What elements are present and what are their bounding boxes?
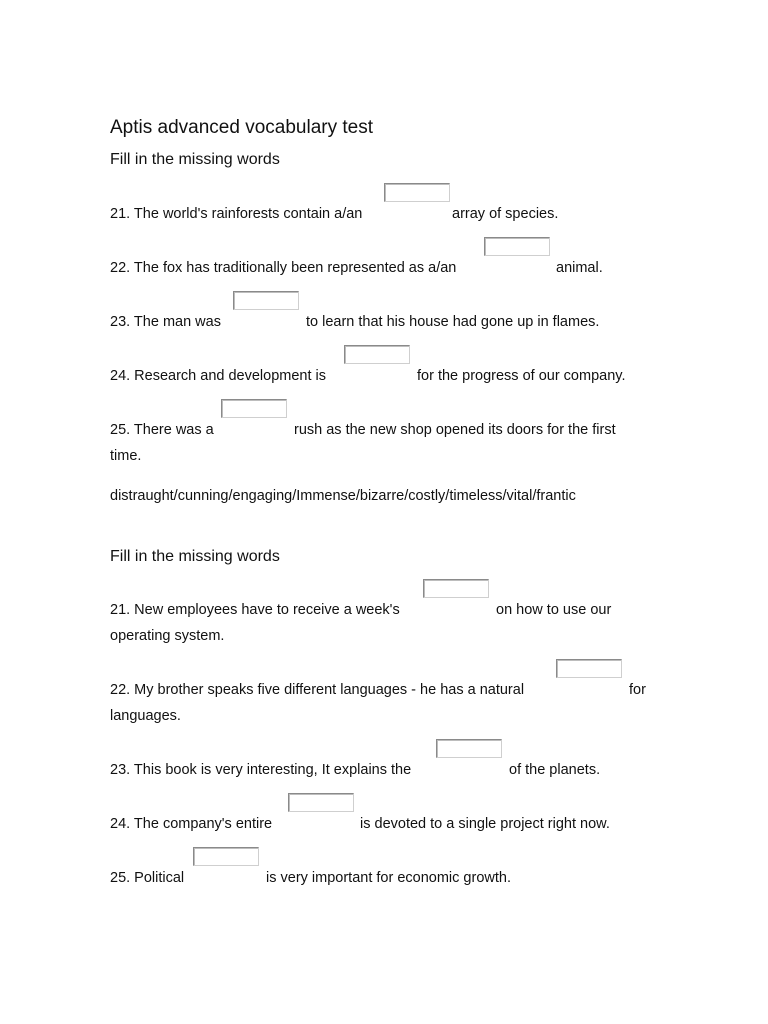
question-text-before: 24. Research and development is (110, 368, 327, 384)
answer-blank[interactable] (436, 739, 502, 758)
question-text-after: of the planets. (509, 762, 601, 778)
question-text-before: 21. The world's rainforests contain a/an (110, 206, 363, 222)
question-text-after: for (629, 682, 646, 698)
question-text-after: animal. (556, 260, 603, 276)
answer-blank[interactable] (556, 659, 622, 678)
question-text-after: to learn that his house had gone up in flames. (306, 314, 600, 330)
answer-blank[interactable] (344, 345, 410, 364)
answer-blank[interactable] (423, 579, 489, 598)
section-1-heading: Fill in the missing words (110, 151, 280, 168)
answer-blank[interactable] (384, 183, 450, 202)
question-text-after: is very important for economic growth. (266, 870, 511, 886)
question-text-after: on how to use our (496, 602, 612, 618)
question-text-before: 22. The fox has traditionally been represented as a/an (110, 260, 457, 276)
question-text-before: 24. The company's entire (110, 816, 273, 832)
answer-blank[interactable] (221, 399, 287, 418)
question-text-continued: operating system. (110, 628, 225, 644)
question-text-after: for the progress of our company. (417, 368, 626, 384)
document-title: Aptis advanced vocabulary test (110, 117, 373, 138)
answer-blank[interactable] (193, 847, 259, 866)
question-text-before: 25. Political (110, 870, 185, 886)
word-bank: distraught/cunning/engaging/Immense/bizarre/costly/timeless/vital/frantic (110, 488, 576, 504)
answer-blank[interactable] (484, 237, 550, 256)
question-text-before: 25. There was a (110, 422, 214, 438)
question-text-before: 22. My brother speaks five different languages - he has a natural (110, 682, 525, 698)
answer-blank[interactable] (288, 793, 354, 812)
question-text-before: 23. The man was (110, 314, 221, 330)
question-text-continued: languages. (110, 708, 181, 724)
question-text-before: 23. This book is very interesting, It explains the (110, 762, 412, 778)
question-text-after: is devoted to a single project right now. (360, 816, 610, 832)
question-text-after: rush as the new shop opened its doors for the first (294, 422, 616, 438)
section-2-heading: Fill in the missing words (110, 548, 280, 565)
answer-blank[interactable] (233, 291, 299, 310)
question-text-after: array of species. (452, 206, 559, 222)
question-text-before: 21. New employees have to receive a week's (110, 602, 400, 618)
question-text-continued: time. (110, 448, 142, 464)
